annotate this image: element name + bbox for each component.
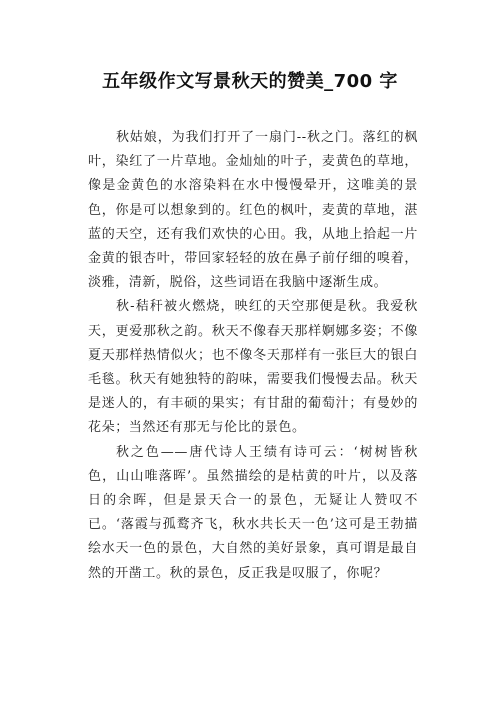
paragraph-2: 秋-秸秆被火燃烧，映红的天空那便是秋。我爱秋天，更爱那秋之韵。秋天不像春天那样婀娜多姿；不像夏天那样热情似火；也不像冬天那样有一张巨大的银白毛毯。秋天有她独特的韵味，需要我们慢慢去品。秋天是迷人的，有丰硕的果实；有甘甜的葡萄汁；有曼妙的花朵；当然还有那无与伦比的景色。 bbox=[88, 299, 418, 436]
page-title: 五年级作文写景秋天的赞美_700 字 bbox=[102, 71, 398, 92]
article-body bbox=[88, 126, 418, 586]
paragraph-3: 秋之色——唐代诗人王绩有诗可云：‘树树皆秋色，山山唯落晖’。虽然描绘的是枯黄的叶片，以及落日的余晖，但是景天合一的景色，无疑让人赞叹不已。‘落霞与孤鹜齐飞，秋水共长天一色’这可是王勃描绘水天一色的景色，大自然的美好景象，真可谓是最自然的开凿工。秋的景色，反正我是叹服了，你呢？ bbox=[88, 444, 418, 581]
paragraph-1: 秋姑娘，为我们打开了一扇门--秋之门。落红的枫叶，染红了一片草地。金灿灿的叶子，麦黄色的草地，像是金黄色的水溶染料在水中慢慢晕开，这唯美的景色，你是可以想象到的。红色的枫叶，麦黄的草地，湛蓝的天空，还有我们欢快的心田。我，从地上拾起一片金黄的银杏叶，带回家轻轻的放在鼻子前仔细的嗅着，淡雅，清新，脱俗，这些词语在我脑中逐渐生成。 bbox=[88, 130, 418, 291]
